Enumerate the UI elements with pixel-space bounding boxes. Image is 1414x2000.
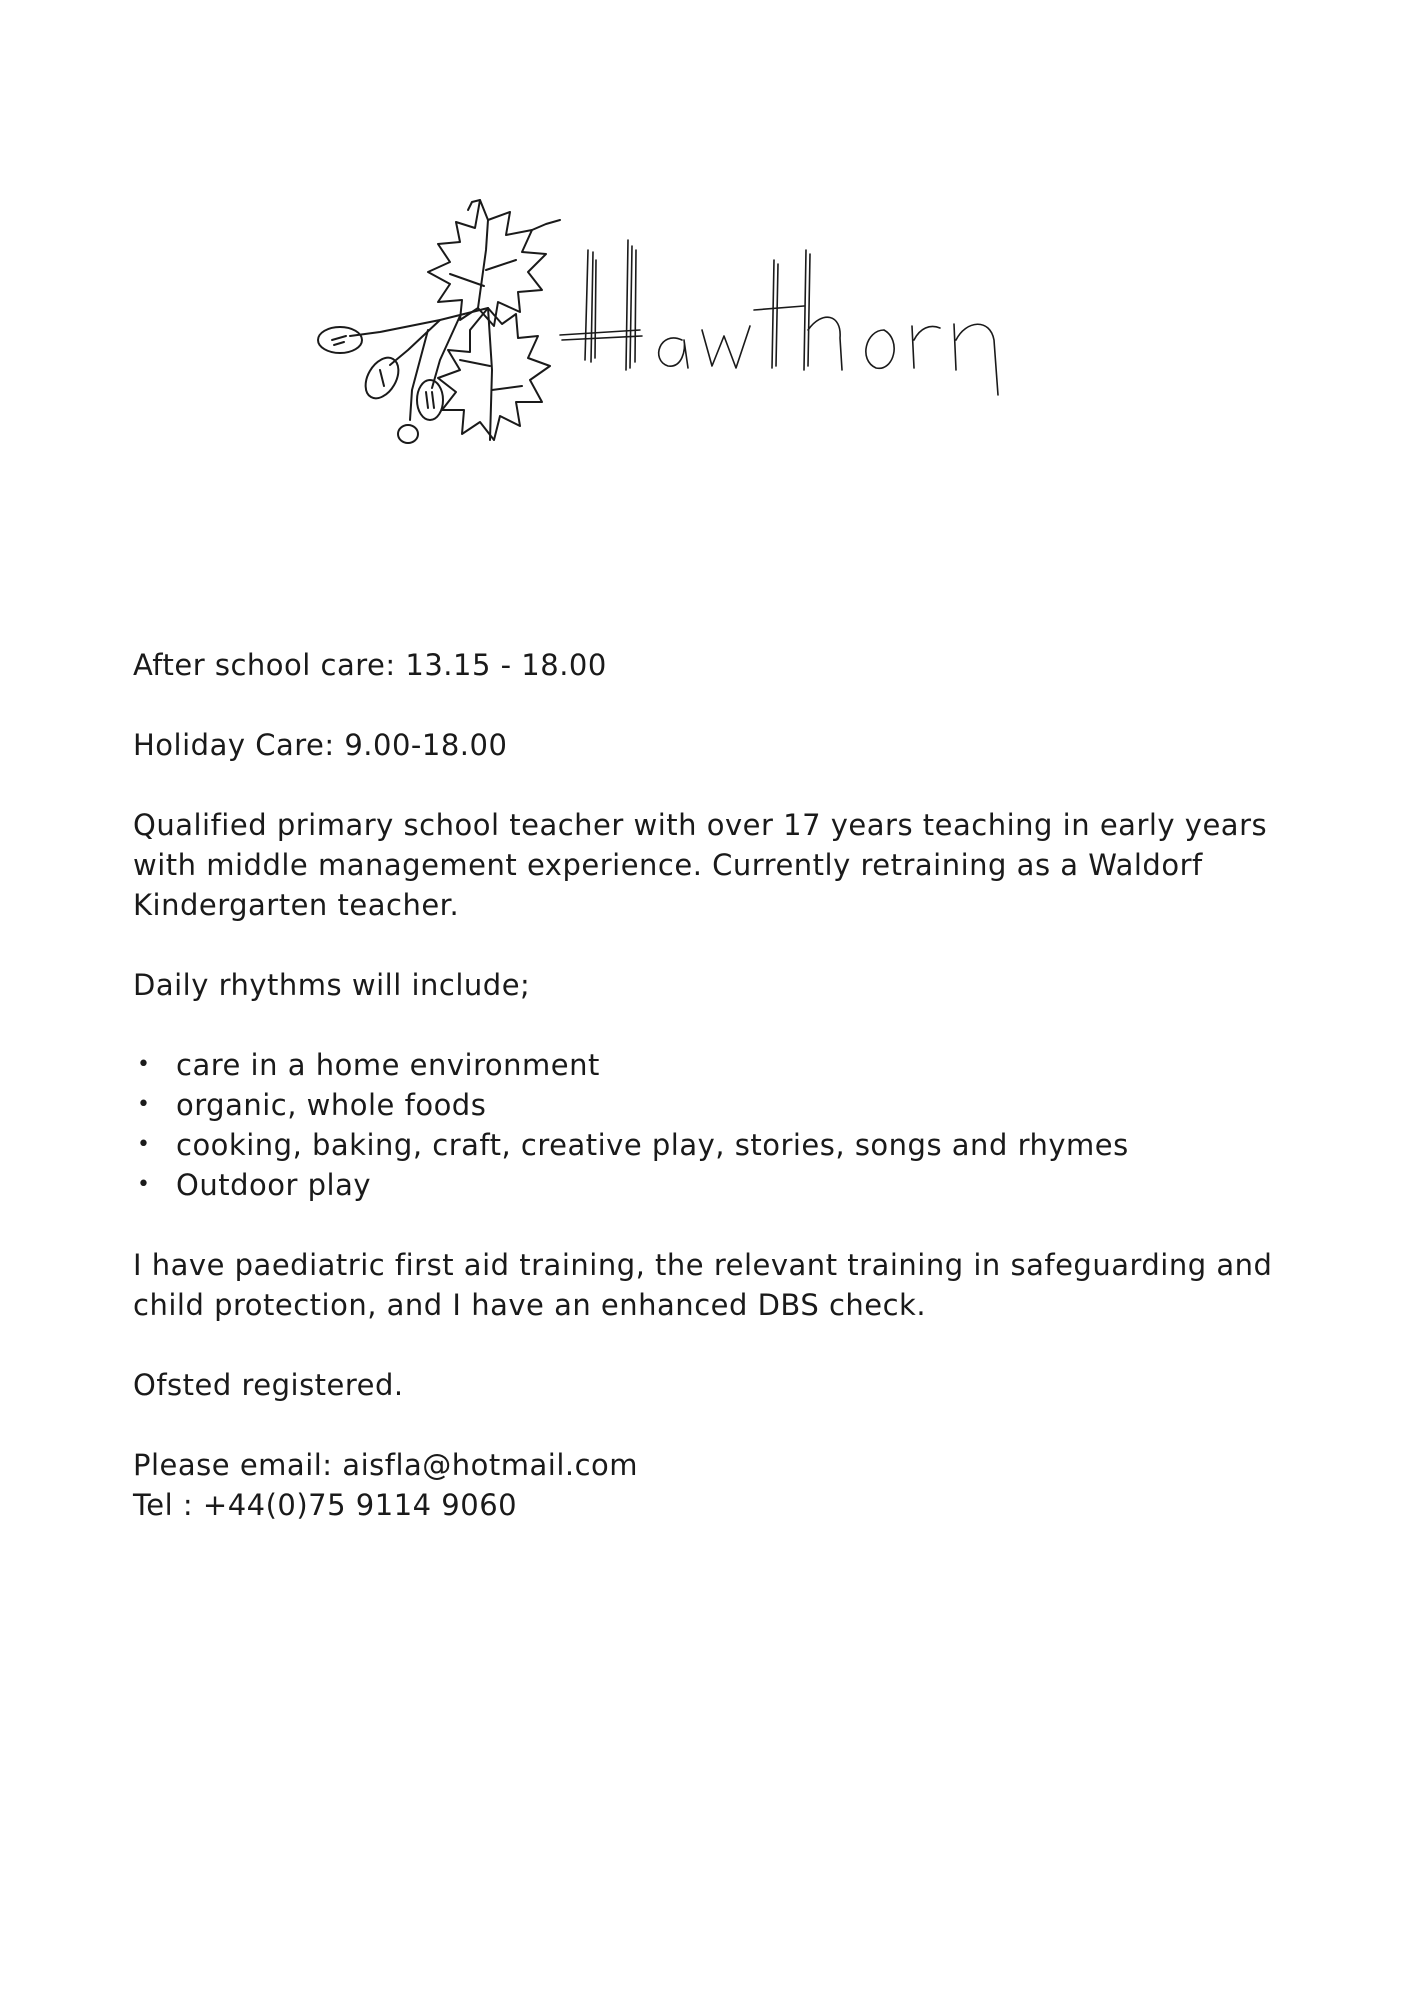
rhythms-intro: Daily rhythms will include;: [133, 968, 531, 1002]
teacher-bio: Qualified primary school teacher with over 17 years teaching in early years with middle management experience. Currently retraining as a Waldorf Kindergarten teacher.: [133, 808, 1268, 922]
rhythms-list: [133, 1045, 1313, 1205]
list-item: • Outdoor play: [133, 1165, 1313, 1205]
list-item: • cooking, baking, craft, creative play, stories, songs and rhymes: [133, 1125, 1313, 1165]
holiday-care: Holiday Care: 9.00-18.00: [133, 728, 508, 762]
hawthorn-logo: [310, 190, 1010, 510]
after-school-care: After school care: 13.15 - 18.00: [133, 648, 607, 682]
contact-block: [133, 1445, 1313, 1525]
ofsted-registration: Ofsted registered.: [133, 1368, 404, 1402]
contact-email: Please email: aisfla@hotmail.com: [133, 1448, 639, 1482]
hawthorn-leaf-berries-icon: [310, 190, 1010, 510]
list-item: • organic, whole foods: [133, 1085, 1313, 1125]
list-item: • care in a home environment: [133, 1045, 1313, 1085]
contact-phone: Tel : +44(0)75 9114 9060: [133, 1488, 518, 1522]
flyer-body: [133, 645, 1313, 1525]
training-statement: I have paediatric first aid training, the relevant training in safeguarding and child protection, and I have an enhanced DBS check.: [133, 1248, 1273, 1322]
